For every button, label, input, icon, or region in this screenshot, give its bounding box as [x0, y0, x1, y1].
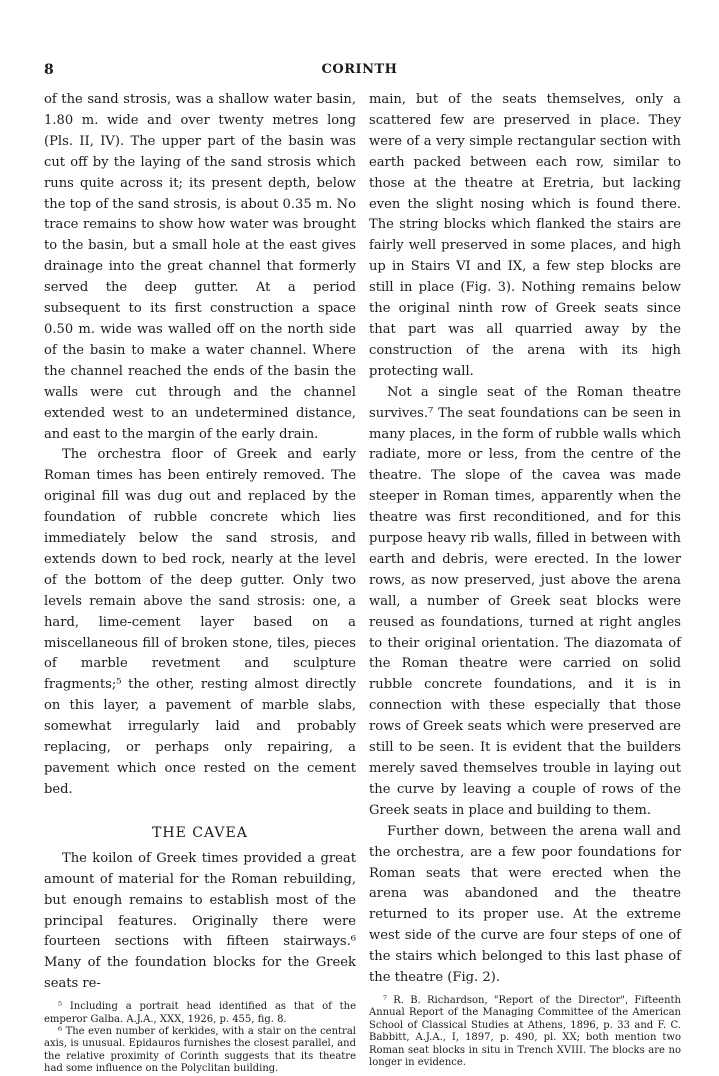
page-number: 8	[44, 62, 54, 78]
body-paragraph: The orchestra floor of Greek and early Roman times has been entirely removed. The original fill was dug out and replaced by the foundation of rubble concrete which lies immediately below the sand strosis, and extends down to bed rock, nearly at the level of the bottom of the deep gutter. Only two levels remain above the sand strosis: one, a hard, lime-cement layer based on a miscellaneous fill of broken stone, tiles, pieces of marble revetment and sculpture fragments;⁵ the other, resting almost directly on this layer, a pavement of marble slabs, somewhat irregularly laid and probably replacing, or perhaps only repairing, a pavement which once rested on the cement bed.	[44, 447, 356, 797]
footnote: ⁶ The even number of kerkides, with a stair on the central axis, is unusual. Epidauros furnishes the closest parallel, and the relative proximity of Corinth suggests that its theatre had some influence on the Polyclitan building.	[44, 1025, 356, 1075]
section-heading: THE CAVEA	[152, 824, 248, 841]
body-paragraph: Not a single seat of the Roman theatre survives.⁷ The seat foundations can be seen in many places, in the form of rubble walls which radiate, more or less, from the centre of the theatre. The slope of the cavea was made steeper in Roman times, apparently when the theatre was first reconditioned, and for this purpose heavy rib walls, filled in between with earth and debris, were erected. In the lower rows, as now preserved, just above the arena wall, a number of Greek seat blocks were reused as foundations, turned at right angles to their original orientation. The diazomata of the Roman theatre were carried on solid rubble concrete foundations, and it is in connection with these especially that those rows of Greek seats which were preserved are still to be seen. It is evident that the builders merely saved themselves trouble in laying out the curve by leaving a couple of rows of the Greek seats in place and building to them.	[369, 384, 681, 818]
footnotes	[369, 995, 681, 1069]
footnotes	[44, 1001, 356, 1075]
running-title: CORINTH	[321, 62, 398, 77]
body-paragraph: Further down, between the arena wall and the orchestra, are a few poor foundations for Roman seats that were erected when the arena was abandoned and the theatre returned to its proper use. At the extreme west side of the curve are four steps of one of the stairs which belonged to this last phase of the theatre (Fig. 2).	[369, 823, 681, 986]
body-paragraph: The koilon of Greek times provided a great amount of material for the Roman rebuilding, but enough remains to establish most of the principal features. Originally there were fourteen sections with fifteen stairways.⁶ Many of the foundation blocks for the Greek seats re-	[44, 850, 356, 992]
footnote: ⁵ Including a portrait head identified as that of the emperor Galba. A.J.A., XXX, 1926, p. 455, fig. 8.	[44, 1001, 356, 1025]
body-paragraph: main, but of the seats themselves, only a scattered few are preserved in place. They were of a very simple rectangular section with earth packed between each row, similar to those at the theatre at Eretria, but lacking even the slight nosing which is found there. The string blocks which flanked the stairs are fairly well preserved in some places, and high up in Stairs VI and IX, a few step blocks are still in place (Fig. 3). Nothing remains below the original ninth row of Greek seats since that part was all quarried away by the construction of the arena with its high protecting wall.	[369, 92, 681, 379]
right-column	[369, 90, 681, 1069]
body-paragraph: of the sand strosis, was a shallow water basin, 1.80 m. wide and over twenty metres long (Pls. II, IV). The upper part of the basin was cut off by the laying of the sand strosis which runs quite across it; its present depth, below the top of the sand strosis, is about 0.35 m. No trace remains to show how water was brought to the basin, but a small hole at the east gives drainage into the great channel that formerly served the deep gutter. At a period subsequent to its first construction a space 0.50 m. wide was walled off on the north side of the basin to make a water channel. Where the channel reached the ends of the basin the walls were cut through and the channel extended west to an undetermined distance, and east to the margin of the early drain.	[44, 92, 356, 442]
left-column	[44, 90, 356, 1076]
footnote: ⁷ R. B. Richardson, "Report of the Director", Fifteenth Annual Report of the Managing Committee of the American School of Classical Studies at Athens, 1896, p. 33 and F. C. Babbitt, A.J.A., I, 1897, p. 490, pl. XX; both mention two Roman seat blocks in situ in Trench XVIII. The blocks are no longer in evidence.	[369, 994, 681, 1068]
